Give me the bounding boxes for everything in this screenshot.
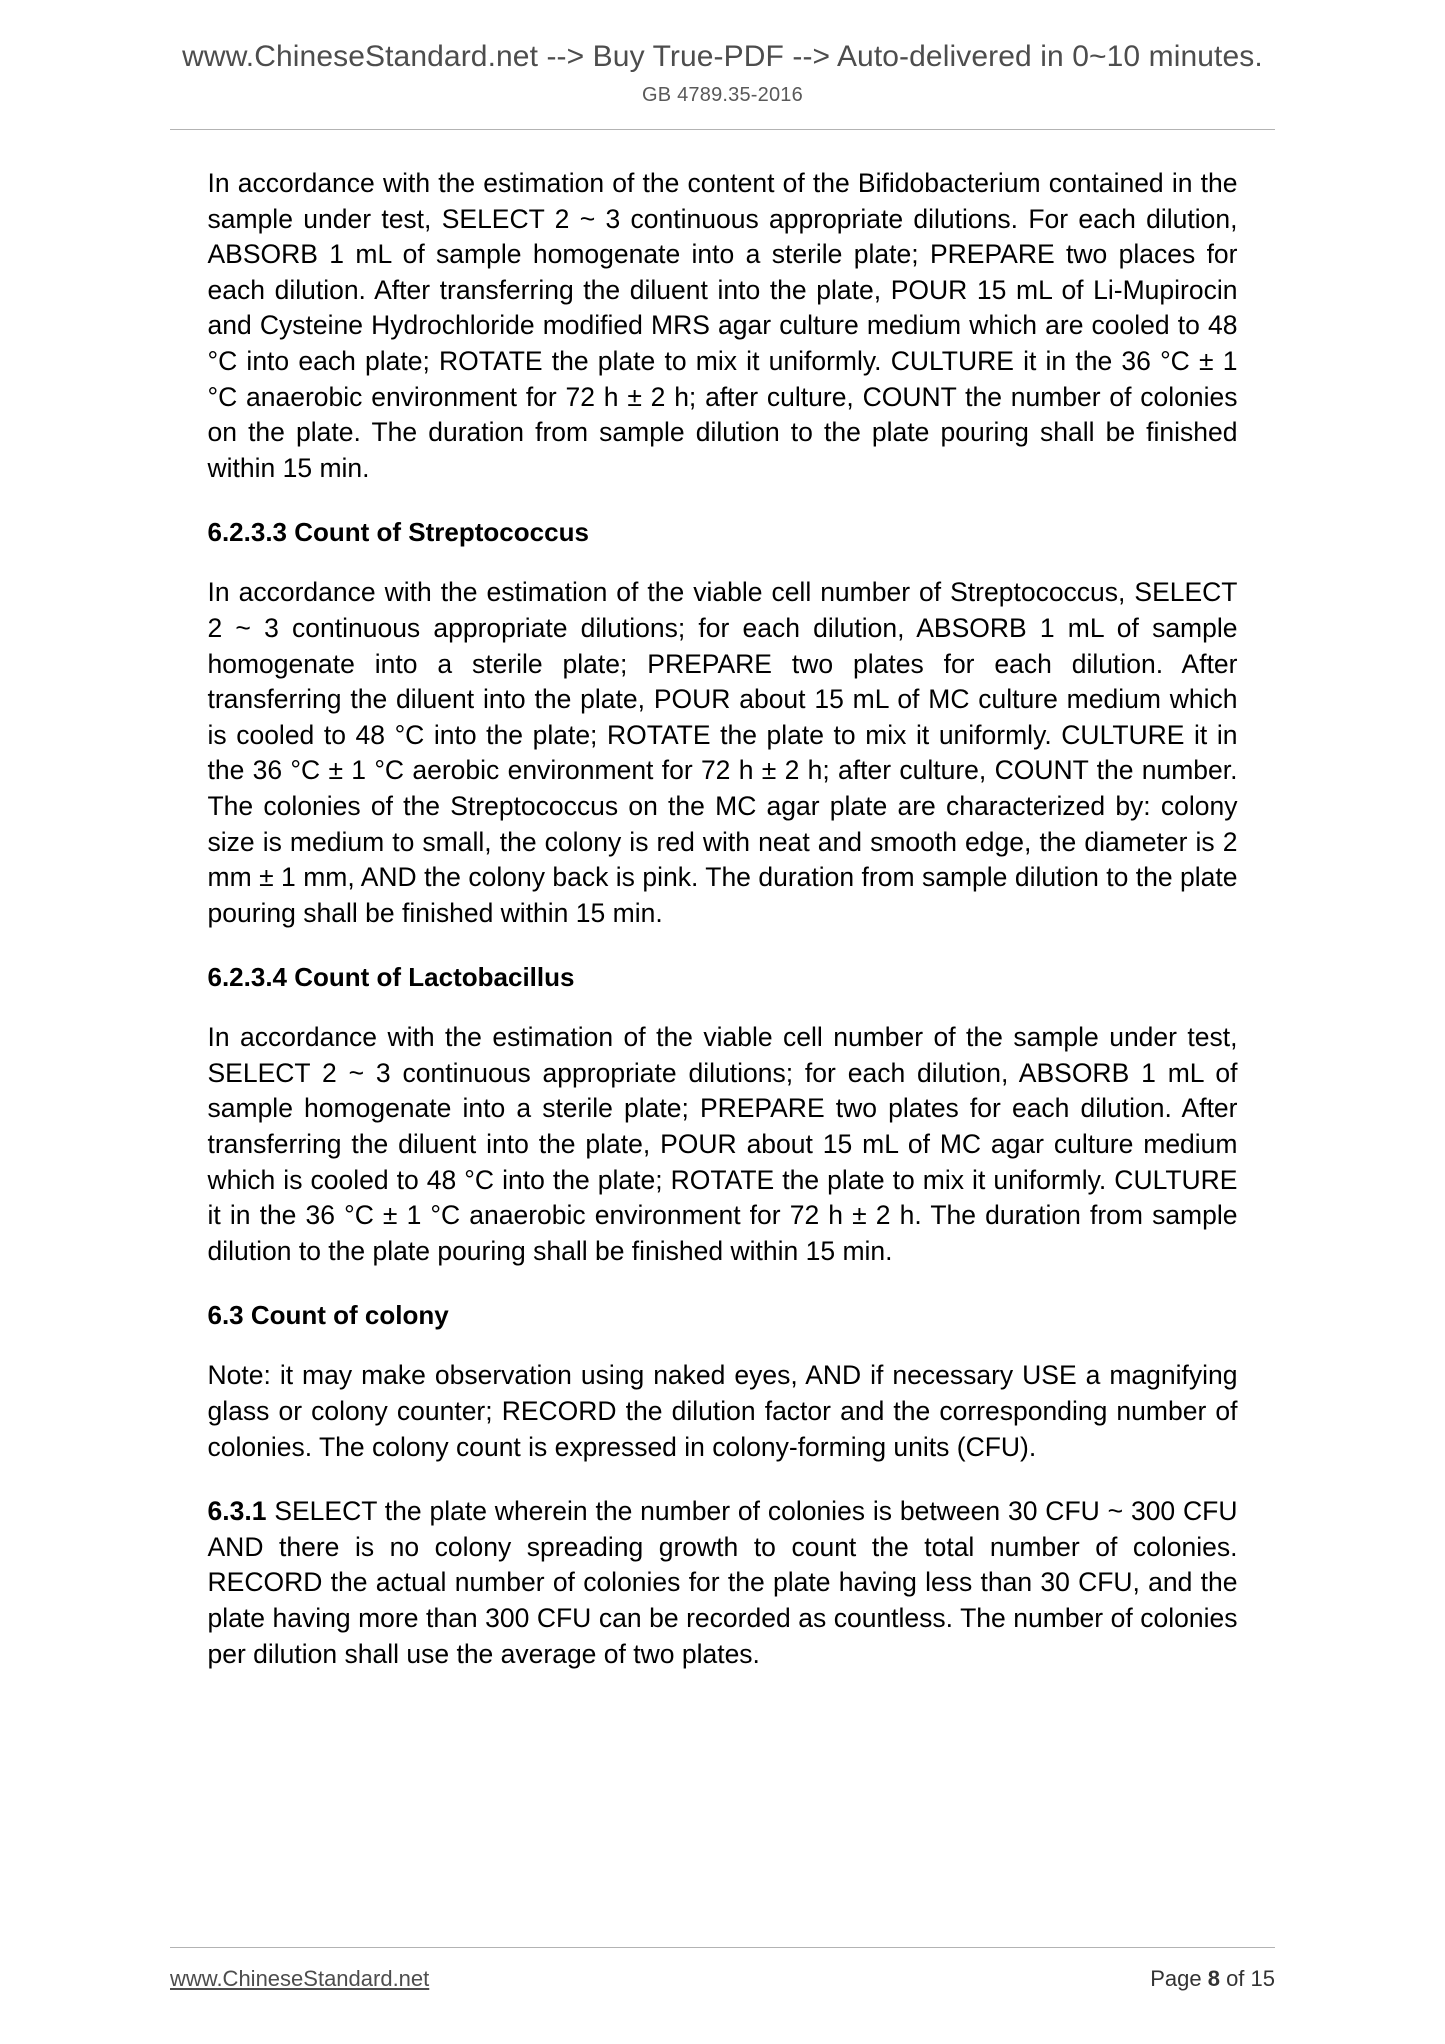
heading-6-2-3-3-count-of-streptococcus: 6.2.3.3 Count of Streptococcus [207,517,589,548]
watermark-promo-text: www.ChineseStandard.net --> Buy True-PDF --> Auto-delivered in 0~10 minutes. [182,40,1263,73]
paragraph-clause-6-3-1 [208,1494,1238,1672]
page-indicator [1150,1966,1275,1992]
heading-6-2-3-4-count-of-lactobacillus: 6.2.3.4 Count of Lactobacillus [207,962,575,993]
heading-6-3-count-of-colony: 6.3 Count of colony [207,1300,449,1331]
standard-number: GB 4789.35-2016 [642,84,803,106]
page-label-prefix: Page [1150,1966,1208,1991]
paragraph-lactobacillus-count: In accordance with the estimation of the viable cell number of the sample under test, SELECT 2 ~ 3 continuous appropriate dilutions; for each dilution, ABSORB 1 mL of sample homogenate into a sterile plate; PREPARE two plates for each dilution. After transferring the diluent into the plate, POUR about 15 mL of MC agar culture medium which is cooled to 48 °C into the plate; ROTATE the plate to mix it uniformly. CULTURE it in the 36 °C ± 1 °C anaerobic environment for 72 h ± 2 h. The duration from sample dilution to the plate pouring shall be finished within 15 min. [207,1022,1238,1266]
footer-content [170,1966,1275,1992]
paragraph-colony-count-note: Note: it may make observation using naked eyes, AND if necessary USE a magnifying glass or colony counter; RECORD the dilution factor and the corresponding number of colonies. The colony count is expressed in colony-forming units (CFU). [207,1360,1238,1462]
paragraph-bifidobacterium-count: In accordance with the estimation of the content of the Bifidobacterium contained in the sample under test, SELECT 2 ~ 3 continuous appropriate dilutions. For each dilution, ABSORB 1 mL of sample homogenate into a sterile plate; PREPARE two places for each dilution. After transferring the diluent into the plate, POUR 15 mL of Li-Mupirocin and Cysteine Hydrochloride modified MRS agar culture medium which are cooled to 48 °C into each plate; ROTATE the plate to mix it uniformly. CULTURE it in the 36 °C ± 1 °C anaerobic environment for 72 h ± 2 h; after culture, COUNT the number of colonies on the plate. The duration from sample dilution to the plate pouring shall be finished within 15 min. [207,168,1238,483]
page-header [0,0,1445,130]
page-label-suffix: of 15 [1219,1966,1275,1991]
document-body [208,130,1238,1672]
paragraph-streptococcus-count: In accordance with the estimation of the viable cell number of Streptococcus, SELECT 2 ~ 3 continuous appropriate dilutions; for each dilution, ABSORB 1 mL of sample homogenate into a sterile plate; PREPARE two plates for each dilution. After transferring the diluent into the plate, POUR about 15 mL of MC culture medium which is cooled to 48 °C into the plate; ROTATE the plate to mix it uniformly. CULTURE it in the 36 °C ± 1 °C aerobic environment for 72 h ± 2 h; after culture, COUNT the number. The colonies of the Streptococcus on the MC agar plate are characterized by: colony size is medium to small, the colony is red with neat and smooth edge, the diameter is 2 mm ± 1 mm, AND the colony back is pink. The duration from sample dilution to the plate pouring shall be finished within 15 min. [207,577,1238,928]
clause-number-6-3-1: 6.3.1 [207,1496,267,1527]
footer-divider [170,1947,1275,1948]
page-number: 8 [1207,1966,1220,1991]
page-footer [0,1947,1445,1992]
footer-website-link[interactable]: www.ChineseStandard.net [170,1966,430,1991]
clause-6-3-1-text: SELECT the plate wherein the number of colonies is between 30 CFU ~ 300 CFU AND there is no colony spreading growth to count the total number of colonies. RECORD the actual number of colonies for the plate having less than 30 CFU, and the plate having more than 300 CFU can be recorded as countless. The number of colonies per dilution shall use the average of two plates. [207,1496,1238,1669]
